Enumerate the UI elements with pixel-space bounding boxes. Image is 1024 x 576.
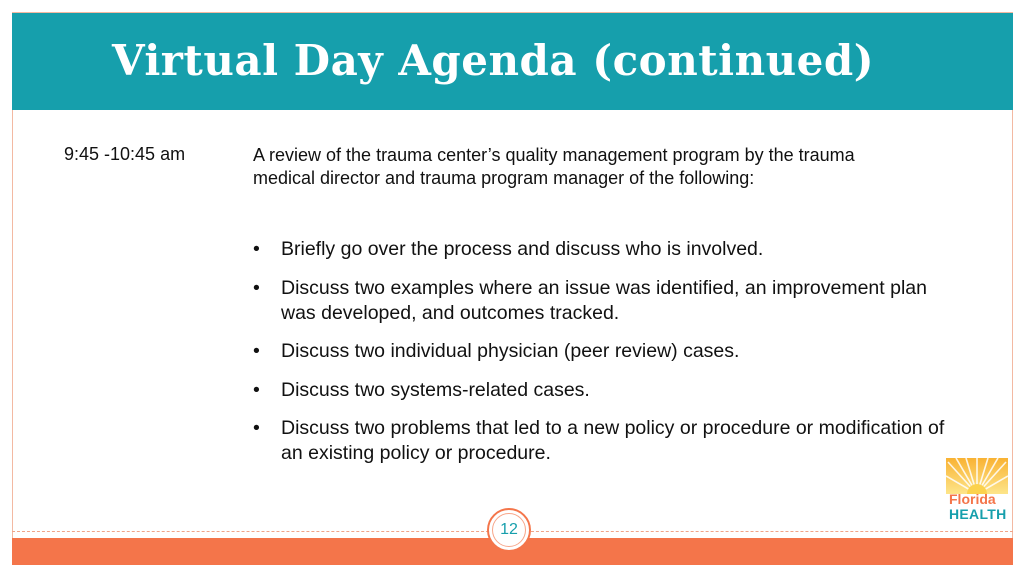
bullet-icon: • xyxy=(253,378,260,401)
slide-title: Virtual Day Agenda (continued) xyxy=(112,36,875,85)
page-number: 12 xyxy=(492,513,526,547)
bullet-icon: • xyxy=(253,417,260,439)
bullet-icon: • xyxy=(253,276,260,299)
list-item xyxy=(253,416,953,466)
list-item xyxy=(253,339,953,364)
bullet-icon: • xyxy=(253,340,260,362)
list-item-text: Briefly go over the process and discuss who is involved. xyxy=(281,238,764,260)
agenda-intro: A review of the trauma center’s quality management program by the trauma medical director and trauma program manager of the following: xyxy=(253,145,855,188)
bullet-icon: • xyxy=(253,238,260,260)
agenda-time: 9:45 -10:45 am xyxy=(64,144,186,164)
sun-icon xyxy=(946,458,1008,494)
list-item xyxy=(253,378,953,403)
list-item-text: Discuss two individual physician (peer review) cases. xyxy=(281,340,740,362)
logo-text-florida: Florida xyxy=(949,491,996,507)
logo-text-health: HEALTH xyxy=(949,506,1007,522)
list-item-text: Discuss two problems that led to a new policy or procedure or modification of an existing policy or procedure. xyxy=(281,417,945,464)
list-item-text: Discuss two systems-related cases. xyxy=(281,378,590,401)
agenda-bullet-list xyxy=(253,237,953,480)
list-item xyxy=(253,237,953,262)
list-item xyxy=(253,276,953,326)
florida-health-logo xyxy=(946,458,1008,524)
list-item-text: Discuss two examples where an issue was identified, an improvement plan was developed, and outcomes tracked. xyxy=(281,276,927,324)
page-number-badge xyxy=(487,508,531,552)
